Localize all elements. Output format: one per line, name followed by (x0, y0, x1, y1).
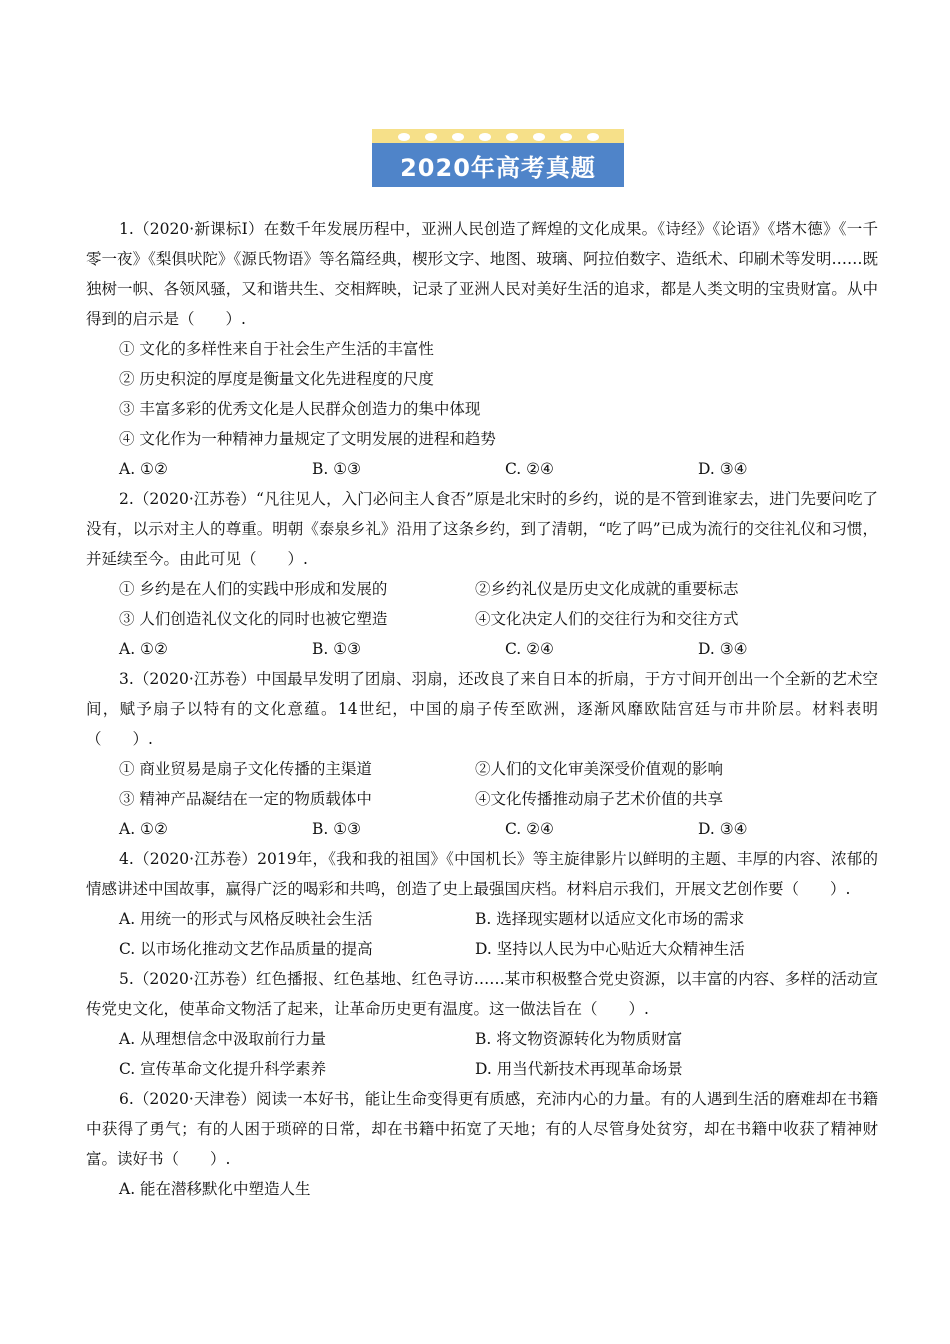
banner-title: 2020年高考真题 (372, 143, 624, 187)
statement-item: ③ 丰富多彩的优秀文化是人民群众创造力的集中体现 (119, 400, 481, 418)
choice-a: A. 从理想信念中汲取前行力量 (119, 1030, 327, 1048)
choice-d: D. 坚持以人民为中心贴近大众精神生活 (475, 940, 745, 958)
statement-row (86, 754, 878, 784)
statement-row (86, 574, 878, 604)
choice-b: B. 选择现实题材以适应文化市场的需求 (475, 910, 745, 928)
choice-b: B. ①③ (312, 820, 362, 838)
dot-decoration (587, 133, 599, 141)
statement-item: ②人们的文化审美深受价值观的影响 (475, 760, 724, 778)
statement-item: ④文化传播推动扇子艺术价值的共享 (475, 790, 724, 808)
dot-decoration (560, 133, 572, 141)
statement-item: ① 文化的多样性来自于社会生产生活的丰富性 (119, 340, 434, 358)
statement-row (86, 784, 878, 814)
question-3 (86, 664, 878, 844)
statement-item: ④文化决定人们的交往行为和交往方式 (475, 610, 739, 628)
choice-row (86, 814, 878, 844)
choice-row (86, 934, 878, 964)
choice-d: D. ③④ (698, 640, 748, 658)
dot-decoration (398, 133, 410, 141)
choice-a: A. 能在潜移默化中塑造人生 (119, 1180, 311, 1198)
statement-item: ① 乡约是在人们的实践中形成和发展的 (119, 580, 388, 598)
choice-row (86, 634, 878, 664)
question-6 (86, 1084, 878, 1204)
dot-decoration (506, 133, 518, 141)
choice-a: A. 用统一的形式与风格反映社会生活 (119, 910, 373, 928)
statement-item: ②乡约礼仪是历史文化成就的重要标志 (475, 580, 739, 598)
statement-item: ① 商业贸易是扇子文化传播的主渠道 (119, 760, 372, 778)
question-list (86, 214, 878, 1204)
choice-row (86, 1024, 878, 1054)
statement-row (86, 604, 878, 634)
choice-d: D. ③④ (698, 820, 748, 838)
question-stem: 4.（2020·江苏卷）2019年，《我和我的祖国》《中国机长》等主旋律影片以鲜明的主题、丰厚的内容、浓郁的情感讲述中国故事，赢得广泛的喝彩和共鸣，创造了史上最强国庆档。材料启示我们，开展文艺创作要（ ）. (86, 850, 878, 898)
choice-b: B. 将文物资源转化为物质财富 (475, 1030, 683, 1048)
statement-item: ③ 精神产品凝结在一定的物质载体中 (119, 790, 372, 808)
question-stem: 5.（2020·江苏卷）红色播报、红色基地、红色寻访……某市积极整合党史资源，以丰富的内容、多样的活动宣传党史文化，使革命文物活了起来，让革命历史更有温度。这一做法旨在（ ）. (86, 970, 878, 1018)
choice-row (86, 904, 878, 934)
dot-decoration (533, 133, 545, 141)
choice-a: A. ①② (119, 460, 168, 478)
question-1 (86, 214, 878, 484)
section-banner (372, 129, 624, 187)
choice-a: A. ①② (119, 820, 168, 838)
choice-row (86, 1054, 878, 1084)
choice-b: B. ①③ (312, 460, 362, 478)
dot-decoration (425, 133, 437, 141)
choice-c: C. 宣传革命文化提升科学素养 (119, 1060, 327, 1078)
statement-item: ③ 人们创造礼仪文化的同时也被它塑造 (119, 610, 388, 628)
question-stem: 2.（2020·江苏卷）“凡往见人，入门必问主人食否”原是北宋时的乡约，说的是不管到谁家去，进门先要问吃了没有，以示对主人的尊重。明朝《泰泉乡礼》沿用了这条乡约，到了清朝，“吃了吗”已成为流行的交往礼仪和习惯，并延续至今。由此可见（ ）. (86, 490, 878, 568)
dot-decoration (452, 133, 464, 141)
question-stem: 3.（2020·江苏卷）中国最早发明了团扇、羽扇，还改良了来自日本的折扇，于方寸间开创出一个全新的艺术空间，赋予扇子以特有的文化意蕴。14世纪，中国的扇子传至欧洲，逐渐风靡欧陆宫廷与市井阶层。材料表明（ ）. (86, 670, 878, 748)
question-stem: 1.（2020·新课标I）在数千年发展历程中，亚洲人民创造了辉煌的文化成果。《诗经》《论语》《塔木德》《一千零一夜》《梨俱吠陀》《源氏物语》等名篇经典，楔形文字、地图、玻璃、阿拉伯数字、造纸术、印刷术等发明……既独树一帜、各领风骚，又和谐共生、交相辉映，记录了亚洲人民对美好生活的追求，都是人类文明的宝贵财富。从中得到的启示是（ ）. (86, 220, 878, 328)
statement-item: ② 历史积淀的厚度是衡量文化先进程度的尺度 (119, 370, 434, 388)
choice-row (86, 454, 878, 484)
choice-c: C. ②④ (505, 820, 554, 838)
question-stem: 6.（2020·天津卷）阅读一本好书，能让生命变得更有质感，充沛内心的力量。有的人遇到生活的磨难却在书籍中获得了勇气；有的人困于琐碎的日常，却在书籍中拓宽了天地；有的人尽管身处贫穷，却在书籍中收获了精神财富。读好书（ ）. (86, 1090, 878, 1168)
choice-a: A. ①② (119, 640, 168, 658)
dot-decoration (479, 133, 491, 141)
choice-d: D. ③④ (698, 460, 748, 478)
statement-item: ④ 文化作为一种精神力量规定了文明发展的进程和趋势 (119, 430, 496, 448)
choice-c: C. 以市场化推动文艺作品质量的提高 (119, 940, 373, 958)
choice-d: D. 用当代新技术再现革命场景 (475, 1060, 683, 1078)
choice-c: C. ②④ (505, 640, 554, 658)
choice-b: B. ①③ (312, 640, 362, 658)
question-2 (86, 484, 878, 664)
question-5 (86, 964, 878, 1084)
choice-c: C. ②④ (505, 460, 554, 478)
question-4 (86, 844, 878, 964)
